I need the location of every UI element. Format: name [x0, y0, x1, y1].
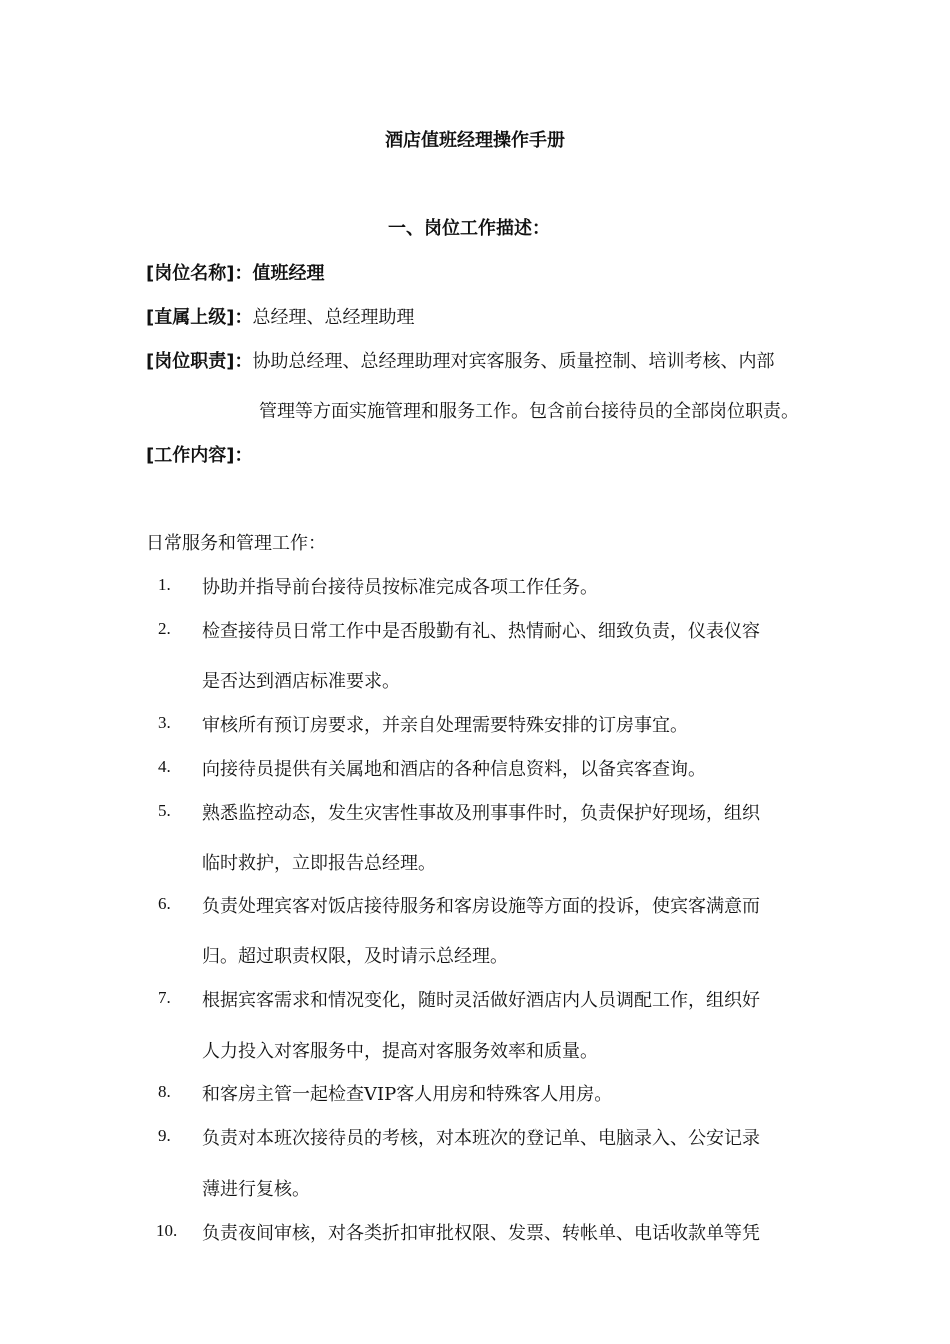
list-item-number: 5.: [158, 801, 171, 820]
list-item-number: 10.: [156, 1221, 178, 1240]
field-supervisor: [146, 303, 414, 329]
list-item-number: 9.: [158, 1126, 171, 1145]
field-value: 协助总经理、总经理助理对宾客服务、质量控制、培训考核、内部: [252, 351, 775, 372]
list-item-continuation: 人力投入对客服务中，提高对客服务效率和质量。: [202, 1041, 598, 1062]
list-item: 向接待员提供有关属地和酒店的各种信息资料，以备宾客查询。: [202, 759, 706, 780]
field-responsibility: [146, 347, 774, 373]
list-item: 检查接待员日常工作中是否殷勤有礼、热情耐心、细致负责，仪表仪容: [202, 621, 760, 642]
list-item: 和客房主管一起检查VIP客人用房和特殊客人用房。: [202, 1084, 613, 1105]
field-work-content: [146, 441, 252, 467]
list-item-continuation: 是否达到酒店标准要求。: [202, 671, 400, 692]
list-item-continuation: 临时救护，立即报告总经理。: [202, 853, 436, 874]
document-title: 酒店值班经理操作手册: [385, 130, 565, 151]
field-value: 总经理、总经理助理: [252, 307, 415, 328]
daily-work-heading: 日常服务和管理工作：: [146, 533, 326, 554]
field-responsibility-continuation: 管理等方面实施管理和服务工作。包含前台接待员的全部岗位职责。: [259, 401, 799, 422]
field-label: [工作内容]：: [146, 445, 253, 466]
list-item-number: 8.: [158, 1082, 171, 1101]
field-position-name: [146, 259, 324, 285]
list-item-number: 2.: [158, 619, 171, 638]
list-item: 根据宾客需求和情况变化，随时灵活做好酒店内人员调配工作，组织好: [202, 990, 760, 1011]
list-item-number: 6.: [158, 894, 171, 913]
field-value: 值班经理: [252, 263, 325, 284]
field-label: [岗位名称]：: [146, 263, 253, 284]
list-item: 负责对本班次接待员的考核，对本班次的登记单、电脑录入、公安记录: [202, 1128, 760, 1149]
list-item-number: 4.: [158, 757, 171, 776]
list-item: 审核所有预订房要求，并亲自处理需要特殊安排的订房事宜。: [202, 715, 688, 736]
list-item: 熟悉监控动态，发生灾害性事故及刑事事件时，负责保护好现场，组织: [202, 803, 760, 824]
list-item: 负责处理宾客对饭店接待服务和客房设施等方面的投诉，使宾客满意而: [202, 896, 760, 917]
field-label: [直属上级]：: [146, 307, 253, 328]
section-heading: 一、岗位工作描述：: [388, 218, 550, 239]
list-item: 负责夜间审核，对各类折扣审批权限、发票、转帐单、电话收款单等凭: [202, 1223, 760, 1244]
list-item-continuation: 薄进行复核。: [202, 1179, 310, 1200]
field-label: [岗位职责]：: [146, 351, 253, 372]
list-item: 协助并指导前台接待员按标准完成各项工作任务。: [202, 577, 598, 598]
list-item-continuation: 归。超过职责权限，及时请示总经理。: [202, 946, 508, 967]
list-item-number: 3.: [158, 713, 171, 732]
list-item-number: 7.: [158, 988, 171, 1007]
list-item-number: 1.: [158, 575, 171, 594]
